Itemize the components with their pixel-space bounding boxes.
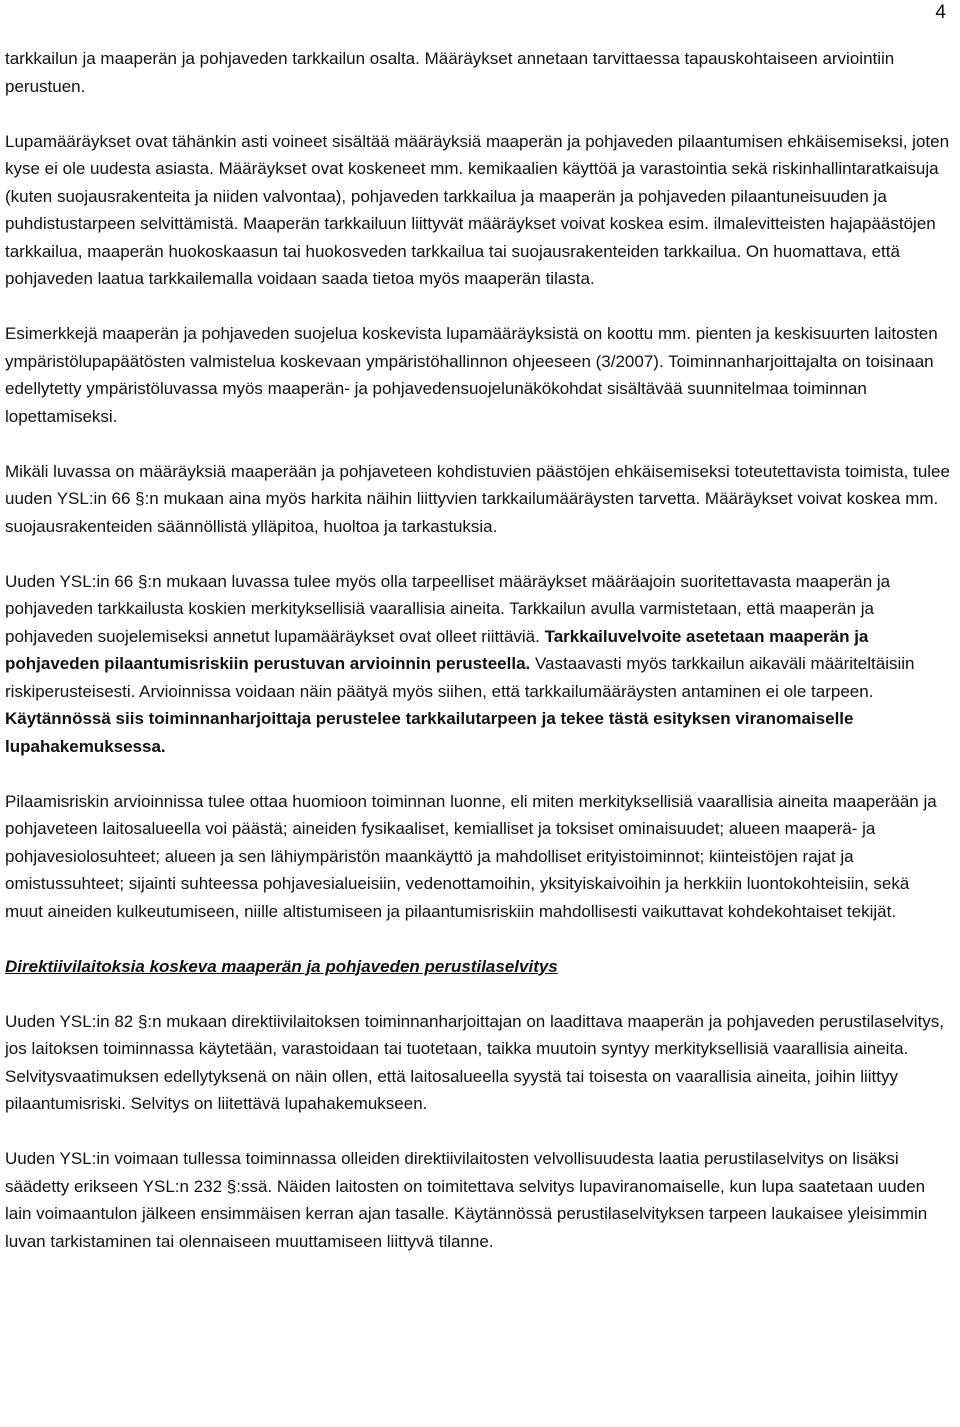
page-number: 4 bbox=[935, 2, 946, 23]
paragraph-8: Uuden YSL:in voimaan tullessa toiminnassa olleiden direktiivilaitosten velvollisuudesta laatia perustilaselvitys on lisäksi säädetty erikseen YSL:n 232 §:ssä. Näiden laitosten on toimitettava selvitys lupaviranomaiselle, kun lupa saatetaan uuden lain voimaantulon jälkeen ensimmäisen kerran ajan tasalle. Käytännössä perustilaselvityksen tarpeen laukaisee yleisimmin luvan tarkistaminen tai olennaiseen muuttamiseen liittyvä tilanne. bbox=[5, 1149, 928, 1251]
paragraph-4: Mikäli luvassa on määräyksiä maaperään ja pohjaveteen kohdistuvien päästöjen ehkäisemiseksi toteutettavista toimista, tulee uuden YSL:in 66 §:n mukaan aina myös harkita näihin liittyvien tarkkailumääräysten tarvetta. Määräykset voivat koskea mm. suojausrakenteiden säännöllistä ylläpitoa, huoltoa ja tarkastuksia. bbox=[5, 461, 950, 536]
paragraph-5-bold-b: Käytännössä siis toiminnanharjoittaja perustelee tarkkailutarpeen ja tekee tästä esityksen viranomaiselle lupahakemuksessa. bbox=[5, 709, 854, 756]
section-heading: Direktiivilaitoksia koskeva maaperän ja pohjaveden perustilaselvitys bbox=[5, 956, 558, 976]
paragraph-5-text-b: Vastaavasti myös tarkkailun aikaväli määriteltäisiin riskiperusteisesti. Arvioinnissa voidaan näin päätyä myös siihen, että tarkkailumääräysten antaminen ei ole tarpeen. bbox=[5, 654, 915, 701]
paragraph-5-text-a: Uuden YSL:in 66 §:n mukaan luvassa tulee myös olla tarpeelliset määräykset määräajoin suoritettavasta maaperän ja pohjaveden tarkkailusta koskien merkityksellisiä vaarallisia aineita. Tarkkailun avulla varmistetaan, että maaperän ja pohjaveden suojelemiseksi annetut lupamääräykset ovat olleet riittäviä. bbox=[5, 571, 891, 646]
paragraph-6: Pilaamisriskin arvioinnissa tulee ottaa huomioon toiminnan luonne, eli miten merkityksellisiä vaarallisia aineita maaperään ja pohjaveteen laitosalueella voi päästä; aineiden fysikaaliset, kemialliset ja toksiset ominaisuudet; alueen maaperä- ja pohjavesiolosuhteet; alueen ja sen lähiympäristön maankäyttö ja mahdolliset erityistoiminnot; kiinteistöjen rajat ja omistussuhteet; sijainti suhteessa pohjavesialueisiin, vedenottamoihin, yksityiskaivoihin ja herkkiin luontokohteisiin, sekä muut aineiden kulkeutumiseen, niille altistumiseen ja pilaantumisriskiin mahdollisesti vaikuttavat kohdekohtaiset tekijät. bbox=[5, 791, 937, 921]
paragraph-2: Lupamääräykset ovat tähänkin asti voineet sisältää määräyksiä maaperän ja pohjaveden pilaantumisen ehkäisemiseksi, joten kyse ei ole uudesta asiasta. Määräykset ovat koskeneet mm. kemikaalien käyttöä ja varastointia sekä riskinhallintaratkaisuja (kuten suojausrakenteita ja niiden valvontaa), pohjaveden tarkkailua ja maaperän ja pohjaveden pilaantuneisuuden ja puhdistustarpeen selvittämistä. Maaperän tarkkailuun liittyvät määräykset voivat koskea esim. ilmalevitteisten hajapäästöjen tarkkailua, maaperän huokoskaasun tai huokosveden tarkkailua tai suojausrakenteiden tarkkailua. On huomattava, että pohjaveden laatua tarkkailemalla voidaan saada tietoa myös maaperän tilasta. bbox=[5, 131, 950, 288]
paragraph-7: Uuden YSL:in 82 §:n mukaan direktiivilaitoksen toiminnanharjoittajan on laadittava maaperän ja pohjaveden perustilaselvitys, jos laitoksen toiminnassa käytetään, varastoidaan tai tuotetaan, taikka muutoin syntyy merkityksellisiä vaarallisia aineita. Selvitysvaatimuksen edellytyksenä on näin ollen, että laitosalueella syystä tai toisesta on vaarallisia aineita, joihin liittyy pilaantumisriski. Selvitys on liitettävä lupahakemukseen. bbox=[5, 1011, 945, 1113]
document-body bbox=[5, 45, 950, 1255]
paragraph-5-bold-a: Tarkkailuvelvoite asetetaan maaperän ja pohjaveden pilaantumisriskiin perustuvan arvioinnin perusteella. bbox=[5, 626, 869, 673]
paragraph-1: tarkkailun ja maaperän ja pohjaveden tarkkailun osalta. Määräykset annetaan tarvittaessa tapauskohtaiseen arviointiin perustuen. bbox=[5, 49, 895, 96]
paragraph-3: Esimerkkejä maaperän ja pohjaveden suojelua koskevista lupamääräyksistä on koottu mm. pienten ja keskisuurten laitosten ympäristölupapäätösten valmistelua koskevaan ympäristöhallinnon ohjeeseen (3/2007). Toiminnanharjoittajalta on toisinaan edellytetty ympäristöluvassa myös maaperän- ja pohjavedensuojelunäkökohdat sisältävää suunnitelmaa toiminnan lopettamiseksi. bbox=[5, 324, 938, 426]
paragraph-5 bbox=[5, 568, 950, 761]
